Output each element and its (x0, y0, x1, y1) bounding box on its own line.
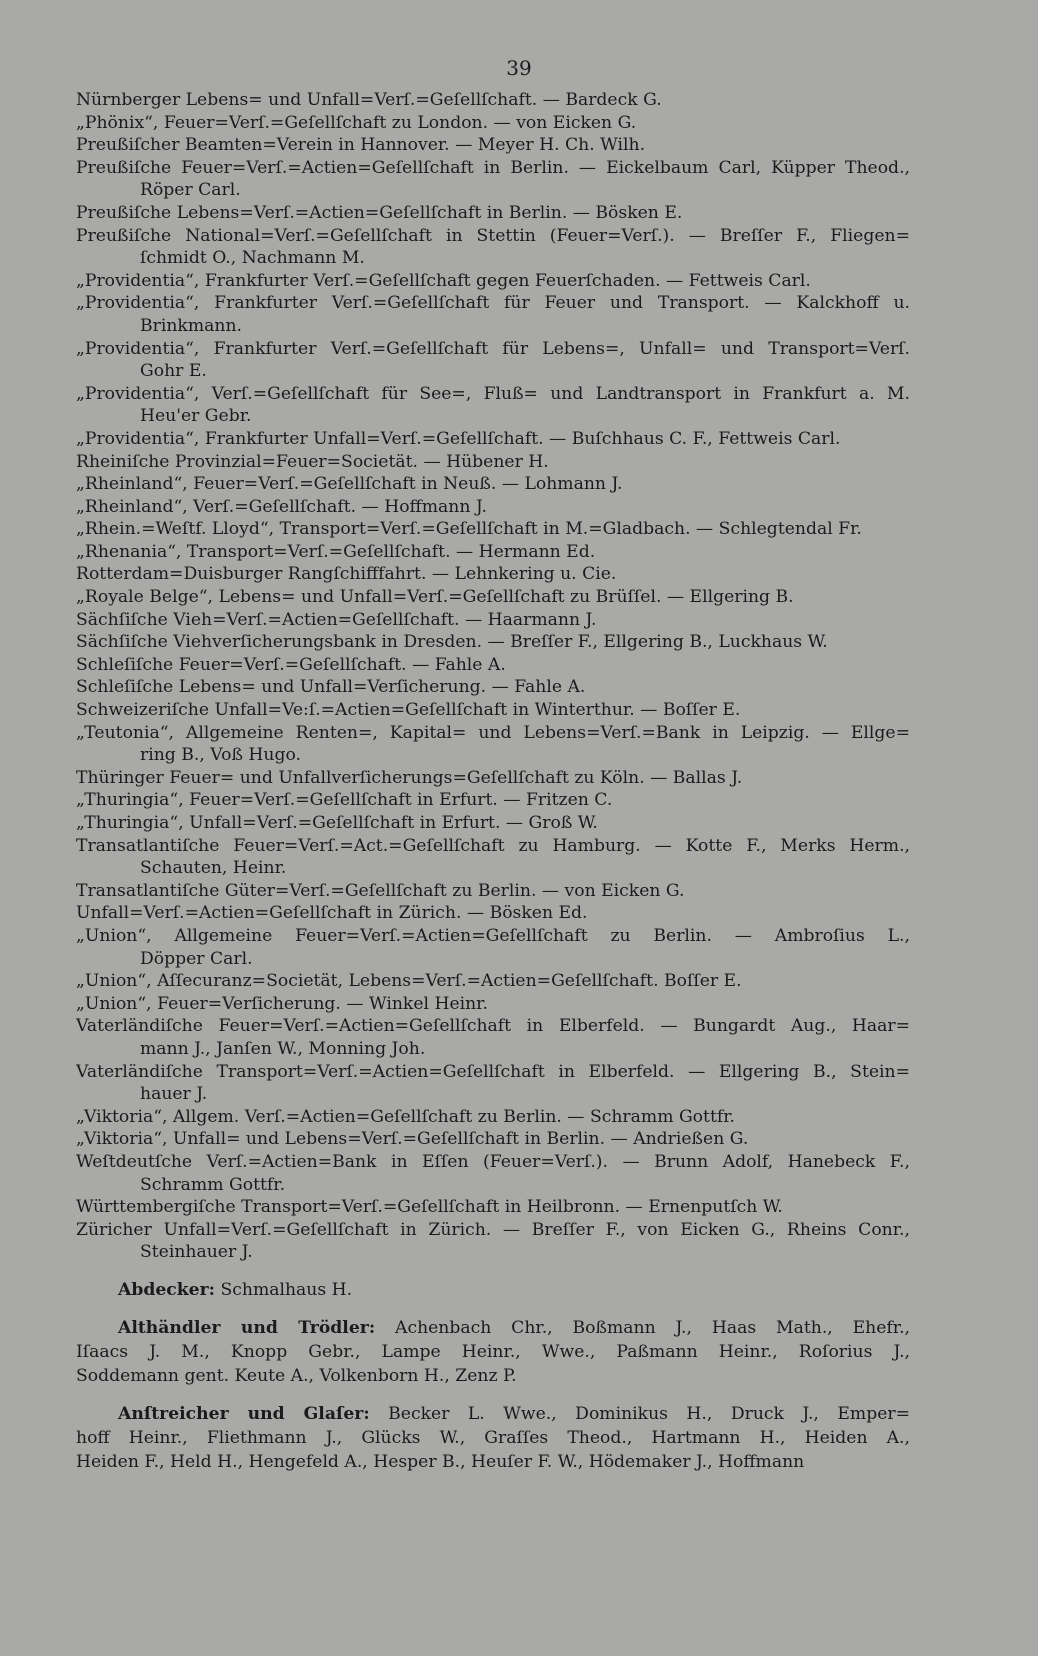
entry-line: „Thuringia“, Unfall=Verſ.=Geſellſchaft in Erfurt. — Groß W. (76, 813, 598, 833)
section-line (76, 1316, 910, 1340)
directory-entry (76, 518, 910, 541)
entry-continuation-line: hauer J. (140, 1084, 208, 1105)
entry-line: Schleſiſche Lebens= und Unfall=Verſicherung. — Fahle A. (76, 677, 586, 698)
directory-entry (76, 1196, 910, 1219)
directory-entry (76, 292, 910, 337)
directory-entry (76, 428, 910, 451)
spacer (76, 1264, 910, 1278)
directory-entry (76, 541, 910, 564)
entry-line: Sächſiſche Vieh=Verſ.=Actien=Geſellſchaft. — Haarmann J. (76, 609, 597, 630)
entry-continuation-line: mann J., Janſen W., Monning Joh. (140, 1038, 426, 1059)
entry-line: Preußiſche Feuer=Verſ.=Actien=Geſellſchaft in Berlin. — Eickelbaum Carl, Küpper Theod., (76, 157, 910, 178)
entry-continuation-line: Schauten, Heinr. (140, 858, 287, 879)
entry-line: Schleſiſche Feuer=Verſ.=Geſellſchaft. — Fahle A. (76, 654, 506, 675)
directory-entry (76, 270, 910, 293)
entry-line: „Union“, Allgemeine Feuer=Verſ.=Actien=Geſellſchaft zu Berlin. — Ambroſius L., (76, 925, 910, 946)
directory-entry (76, 925, 910, 970)
directory-body (76, 89, 910, 1474)
entry-line: „Teutonia“, Allgemeine Renten=, Kapital= und Lebens=Verſ.=Bank in Leipzig. — Ellge= (76, 722, 910, 743)
section-heading: Abdecker: (118, 1279, 216, 1300)
entry-continuation-line: Heu'er Gebr. (140, 406, 252, 427)
entry-line: Weſtdeutſche Verſ.=Actien=Bank in Eſſen (Feuer=Verſ.). — Brunn Adolf, Hanebeck F., (76, 1151, 910, 1172)
directory-entry (76, 835, 910, 880)
directory-entry (76, 970, 910, 993)
entry-line: Preußiſche National=Verſ.=Geſellſchaft in Stettin (Feuer=Verſ.). — Breſſer F., Fliegen= (76, 225, 910, 246)
entry-line: Nürnberger Lebens= und Unfall=Verſ.=Geſellſchaft. — Bardeck G. (76, 90, 662, 110)
directory-entry (76, 1106, 910, 1129)
section-heading: Anſtreicher und Glaſer: (118, 1403, 370, 1424)
directory-entry (76, 157, 910, 202)
directory-entry (76, 563, 910, 586)
insurance-agency-list (76, 89, 910, 1264)
entry-line: Rotterdam=Duisburger Rangſchifffahrt. — Lehnkering u. Cie. (76, 564, 617, 585)
trade-section (76, 1388, 910, 1474)
page-number: 39 (506, 56, 532, 80)
directory-entry (76, 586, 910, 609)
entry-line: „Rhein.=Weſtf. Lloyd“, Transport=Verſ.=Geſellſchaft in M.=Gladbach. — Schlegtendal Fr. (76, 519, 862, 540)
directory-entry (76, 134, 910, 157)
entry-line: „Rhenania“, Transport=Verſ.=Geſellſchaft. — Hermann Ed. (76, 541, 596, 562)
section-line: hoff Heinr., Fliethmann J., Glücks W., Graſſes Theod., Hartmann H., Heiden A., (76, 1427, 910, 1448)
entry-line: „Rheinland“, Verſ.=Geſellſchaft. — Hoffmann J. (76, 496, 487, 517)
directory-entry (76, 1151, 910, 1196)
entry-line: „Thuringia“, Feuer=Verſ.=Geſellſchaft in Erfurt. — Fritzen C. (76, 790, 613, 811)
entry-line: Preußiſche Lebens=Verſ.=Actien=Geſellſchaft in Berlin. — Bösken E. (76, 202, 683, 223)
directory-entry (76, 383, 910, 428)
directory-entry (76, 1015, 910, 1060)
directory-entry (76, 1061, 910, 1106)
entry-line: Vaterländiſche Feuer=Verſ.=Actien=Geſellſchaft in Elberfeld. — Bungardt Aug., Haar= (76, 1016, 910, 1037)
entry-line: „Royale Belge“, Lebens= und Unfall=Verſ.=Geſellſchaft zu Brüſſel. — Ellgering B. (76, 587, 794, 608)
directory-entry (76, 225, 910, 270)
entry-line: „Union“, Feuer=Verſicherung. — Winkel Heinr. (76, 993, 488, 1014)
directory-entry (76, 1219, 910, 1264)
directory-entry (76, 676, 910, 699)
directory-entry (76, 767, 910, 790)
entry-continuation-line: Brinkmann. (140, 315, 242, 336)
directory-entry (76, 473, 910, 496)
entry-continuation-line: ſchmidt O., Nachmann M. (140, 248, 365, 269)
directory-entry (76, 880, 910, 903)
trade-sections (76, 1278, 910, 1474)
directory-entry (76, 89, 910, 112)
directory-entry (76, 112, 910, 135)
section-line (76, 1278, 910, 1302)
spacer (76, 1388, 910, 1402)
section-line: Soddemann gent. Keute A., Volkenborn H., Zenz P. (76, 1365, 517, 1386)
section-line: Heiden F., Held H., Hengefeld A., Hesper B., Heuſer F. W., Hödemaker J., Hoffmann (76, 1451, 805, 1472)
directory-entry (76, 631, 910, 654)
entry-line: „Providentia“, Frankfurter Unfall=Verſ.=Geſellſchaft. — Buſchhaus C. F., Fettweis Carl. (76, 428, 841, 449)
directory-entry (76, 654, 910, 677)
entry-line: Preußiſcher Beamten=Verein in Hannover. — Meyer H. Ch. Wilh. (76, 135, 646, 156)
entry-continuation-line: Gohr E. (140, 361, 207, 382)
section-heading: Althändler und Trödler: (118, 1317, 376, 1338)
entry-line: Transatlantiſche Güter=Verſ.=Geſellſchaft zu Berlin. — von Eicken G. (76, 880, 685, 901)
directory-entry (76, 699, 910, 722)
section-text: Schmalhaus H. (215, 1279, 353, 1300)
spacer (76, 1302, 910, 1316)
entry-line: „Providentia“, Verſ.=Geſellſchaft für See=, Fluß= und Landtransport in Frankfurt a. M. (76, 383, 910, 404)
directory-entry (76, 902, 910, 925)
entry-line: Vaterländiſche Transport=Verſ.=Actien=Geſellſchaft in Elberfeld. — Ellgering B., Stein= (76, 1061, 910, 1082)
directory-entry (76, 496, 910, 519)
entry-continuation-line: ring B., Voß Hugo. (140, 745, 301, 766)
entry-line: „Phönix“, Feuer=Verſ.=Geſellſchaft zu London. — von Eicken G. (76, 112, 637, 133)
directory-entry (76, 451, 910, 474)
section-text: Achenbach Chr., Boßmann J., Haas Math., Ehefr., (375, 1317, 910, 1338)
entry-line: „Viktoria“, Unfall= und Lebens=Verſ.=Geſellſchaft in Berlin. — Andrießen G. (76, 1129, 749, 1150)
directory-entry (76, 789, 910, 812)
trade-section (76, 1302, 910, 1388)
section-line: Iſaacs J. M., Knopp Gebr., Lampe Heinr., Wwe., Paßmann Heinr., Roſorius J., (76, 1341, 910, 1362)
directory-entry (76, 338, 910, 383)
entry-line: Schweizeriſche Unfall=Ve:ſ.=Actien=Geſellſchaft in Winterthur. — Boſſer E. (76, 700, 741, 721)
directory-entry (76, 812, 910, 835)
directory-entry (76, 1128, 910, 1151)
entry-line: Württembergiſche Transport=Verſ.=Geſellſchaft in Heilbronn. — Ernenputſch W. (76, 1197, 783, 1218)
entry-line: „Providentia“, Frankfurter Verſ.=Geſellſchaft gegen Feuerſchaden. — Fettweis Carl. (76, 270, 811, 291)
entry-line: „Providentia“, Frankfurter Verſ.=Geſellſchaft für Feuer und Transport. — Kalckhoff u. (76, 293, 910, 314)
entry-continuation-line: Steinhauer J. (140, 1242, 253, 1263)
entry-line: „Providentia“, Frankfurter Verſ.=Geſellſchaft für Lebens=, Unfall= und Transport=Verſ. (76, 338, 910, 359)
entry-line: „Viktoria“, Allgem. Verſ.=Actien=Geſellſchaft zu Berlin. — Schramm Gottfr. (76, 1106, 735, 1127)
entry-continuation-line: Schramm Gottfr. (140, 1174, 286, 1195)
directory-entry (76, 993, 910, 1016)
entry-line: „Rheinland“, Feuer=Verſ.=Geſellſchaft in Neuß. — Lohmann J. (76, 474, 623, 495)
entry-continuation-line: Röper Carl. (140, 180, 241, 201)
entry-line: „Union“, Aſſecuranz=Societät, Lebens=Verſ.=Actien=Geſellſchaft. Boſſer E. (76, 971, 742, 992)
section-line (76, 1402, 910, 1426)
entry-line: Transatlantiſche Feuer=Verſ.=Act.=Geſellſchaft zu Hamburg. — Kotte F., Merks Herm., (76, 835, 910, 856)
entry-line: Züricher Unfall=Verſ.=Geſellſchaft in Zürich. — Breſſer F., von Eicken G., Rheins Conr., (76, 1219, 910, 1240)
entry-line: Unfall=Verſ.=Actien=Geſellſchaft in Zürich. — Bösken Ed. (76, 903, 588, 924)
trade-section (76, 1278, 910, 1302)
entry-line: Rheiniſche Provinzial=Feuer=Societät. — Hübener H. (76, 451, 549, 472)
directory-entry (76, 202, 910, 225)
entry-line: Sächſiſche Viehverſicherungsbank in Dresden. — Breſſer F., Ellgering B., Luckhaus W. (76, 632, 828, 653)
entry-continuation-line: Döpper Carl. (140, 948, 253, 969)
directory-entry (76, 722, 910, 767)
entry-line: Thüringer Feuer= und Unfallverſicherungs=Geſellſchaft zu Köln. — Ballas J. (76, 767, 743, 788)
directory-entry (76, 609, 910, 632)
section-text: Becker L. Wwe., Dominikus H., Druck J., Emper= (369, 1403, 910, 1424)
